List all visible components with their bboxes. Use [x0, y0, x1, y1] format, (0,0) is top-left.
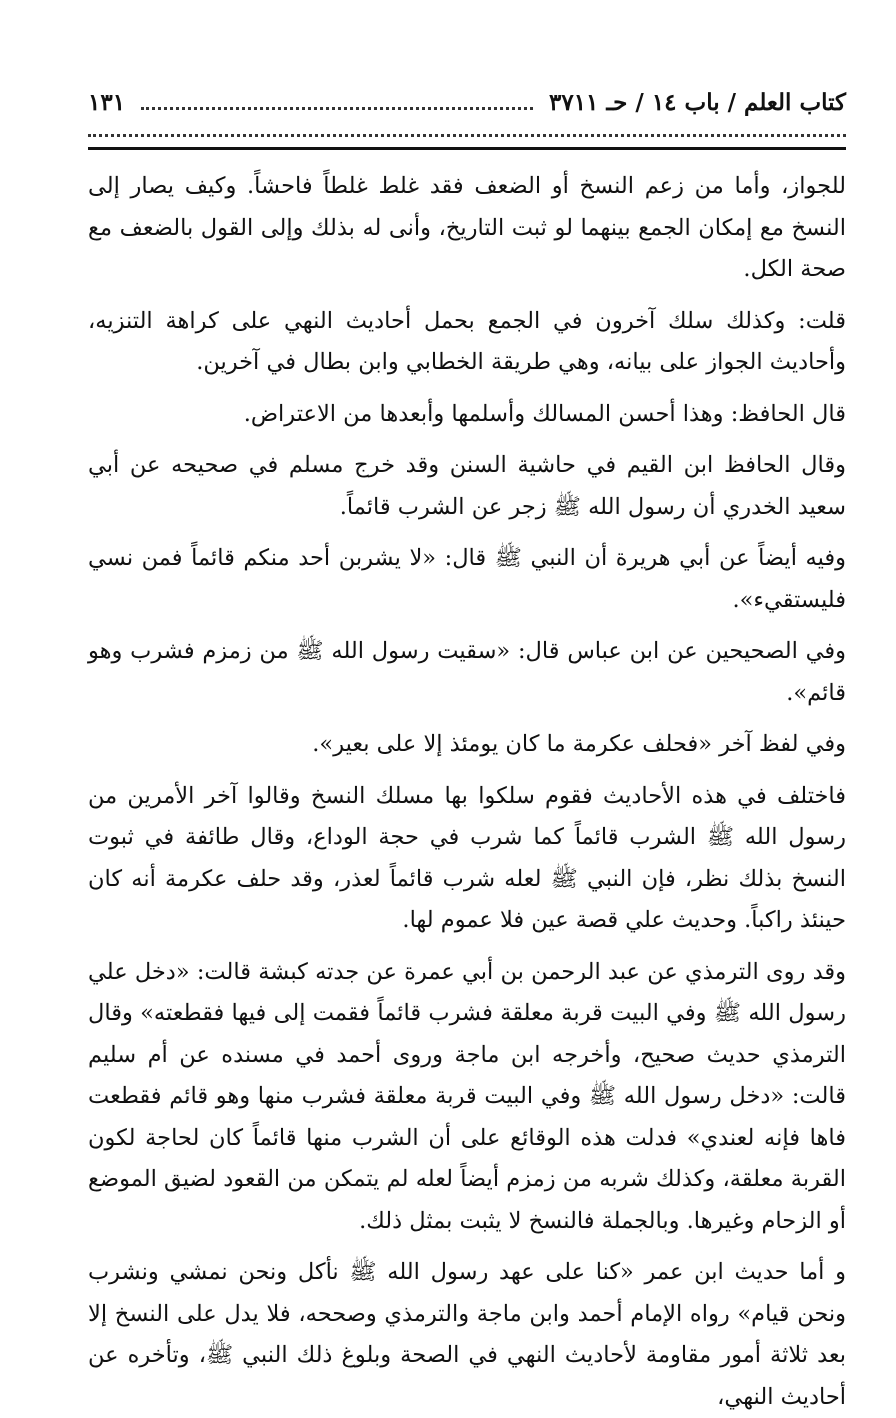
paragraph: وفيه أيضاً عن أبي هريرة أن النبي ﷺ قال: «لا يشربن أحد منكم قائماً فمن نسي فليستقيء». — [88, 545, 846, 613]
paragraph: وقد روى الترمذي عن عبد الرحمن بن أبي عمرة عن جدته كبشة قالت: «دخل علي رسول الله ﷺ وفي البيت قربة معلقة فشرب قائماً فقمت إلى فيها فقطعته» وقال الترمذي حديث صحيح، وأخرجه ابن ماجة وروى أحمد في مسنده عن أم سليم قالت: «دخل رسول الله ﷺ وفي البيت قربة معلقة فشرب منها وهو قائم فقطعت فاها فإنه لعندي» فدلت هذه الوقائع على أن الشرب منها قائماً كان لحاجة لكون القربة معلقة، وكذلك شربه من زمزم أيضاً لعله لم يتمكن من القعود لضيق الموضع أو الزحام وغيرها. وبالجملة فالنسخ لا يثبت بمثل ذلك. — [88, 958, 846, 1234]
dotted-separator — [88, 134, 846, 137]
paragraph: قلت: وكذلك سلك آخرون في الجمع بحمل أحاديث النهي على كراهة التنزيه، وأحاديث الجواز على بيانه، وهي طريقة الخطابي وابن بطال في آخرين. — [88, 307, 846, 375]
body-text — [88, 166, 846, 1418]
paragraph: وفي لفظ آخر «فحلف عكرمة ما كان يومئذ إلا على بعير». — [312, 731, 846, 757]
book-page — [88, 82, 847, 1410]
header-title: كتاب العلم / باب ١٤ / حـ ٣٧١١ — [549, 88, 846, 116]
paragraph: للجواز، وأما من زعم النسخ أو الضعف فقد غلط غلطاً فاحشاً. وكيف يصار إلى النسخ مع إمكان الجمع بينهما لو ثبت التاريخ، وأنى له بذلك وإلى القول بالضعف مع صحة الكل. — [88, 173, 846, 282]
page-number: ١٣١ — [88, 88, 126, 116]
paragraph: قال الحافظ: وهذا أحسن المسالك وأسلمها وأبعدها من الاعتراض. — [243, 400, 846, 427]
solid-separator — [88, 147, 846, 150]
header-dot-leader — [141, 83, 533, 110]
running-header — [88, 82, 846, 122]
paragraph: فاختلف في هذه الأحاديث فقوم سلكوا بها مسلك النسخ وقالوا آخر الأمرين من رسول الله ﷺ الشرب قائماً كما شرب في حجة الوداع، وقال طائفة في ثبوت النسخ بذلك نظر، فإن النبي ﷺ لعله شرب قائماً لعذر، وقد حلف عكرمة أنه كان حينئذ راكباً. وحديث علي قصة عين فلا عموم لها. — [88, 782, 847, 933]
paragraph: وفي الصحيحين عن ابن عباس قال: «سقيت رسول الله ﷺ من زمزم فشرب وهو قائم». — [88, 638, 846, 706]
paragraph: وقال الحافظ ابن القيم في حاشية السنن وقد خرج مسلم في صحيحه عن أبي سعيد الخدري أن رسول الله ﷺ زجر عن الشرب قائماً. — [88, 452, 846, 520]
paragraph: و أما حديث ابن عمر «كنا على عهد رسول الله ﷺ نأكل ونحن نمشي ونشرب ونحن قيام» رواه الإمام أحمد وابن ماجة والترمذي وصححه، فلا يدل على النسخ إلا بعد ثلاثة أمور مقاومة لأحاديث النهي في الصحة وبلوغ ذلك النبي ﷺ، وتأخره عن أحاديث النهي، — [88, 1259, 846, 1410]
